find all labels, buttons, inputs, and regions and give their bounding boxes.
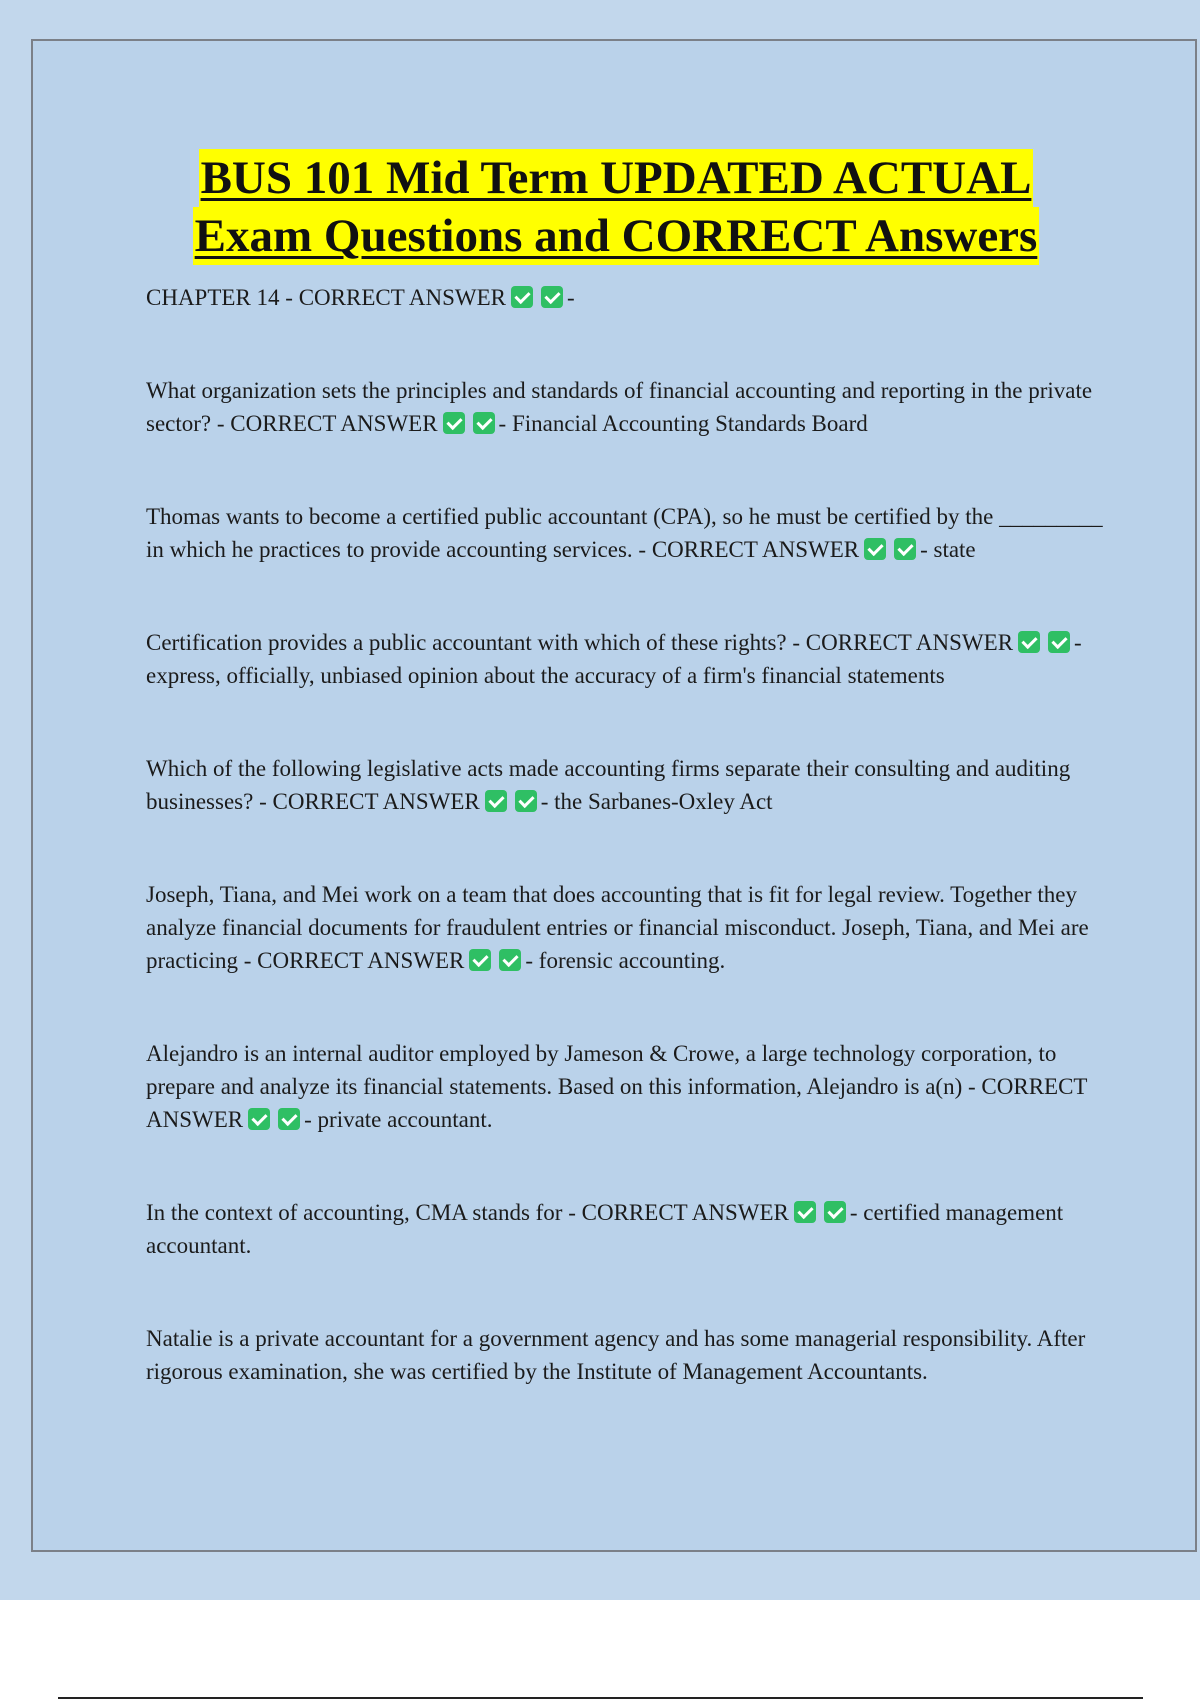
check-mark-icon	[515, 790, 537, 812]
check-mark-icon	[248, 1108, 270, 1130]
check-mark-icon	[499, 949, 521, 971]
answer-marker: - CORRECT ANSWER	[638, 537, 860, 562]
check-mark-icon	[485, 790, 507, 812]
answer-marker: - CORRECT ANSWER	[216, 411, 438, 436]
answer-text: - the Sarbanes-Oxley Act	[540, 789, 773, 814]
check-mark-icon	[511, 286, 533, 308]
check-mark-icon	[541, 286, 563, 308]
final-paragraph: Natalie is a private accountant for a government agency and has some managerial responsibility. After rigorous examination, she was certified by the Institute of Management Accountants.	[146, 1326, 1086, 1384]
qa-item	[146, 878, 1121, 977]
title-line-1: BUS 101 Mid Term UPDATED ACTUAL	[199, 149, 1034, 207]
answer-text: - state	[920, 537, 976, 562]
question-text: What organization sets the principles and standards of financial accounting and reporting in the private sector?	[146, 378, 1093, 436]
qa-item	[146, 500, 1121, 566]
qa-item	[146, 1196, 1121, 1262]
question-text: Which of the following legislative acts made accounting firms separate their consulting and auditing businesses?	[146, 756, 1071, 814]
check-mark-icon	[1018, 631, 1040, 653]
qa-item	[146, 374, 1121, 440]
answer-marker: - CORRECT ANSWER	[792, 630, 1014, 655]
check-mark-icon	[278, 1108, 300, 1130]
answer-text: -	[566, 285, 575, 310]
check-mark-icon	[473, 412, 495, 434]
question-text: Joseph, Tiana, and Mei work on a team that does accounting that is fit for legal review. Together they analyze financial documents for fraudulent entries or financial misconduct. Joseph, Tiana, and Mei are practicing	[146, 882, 1089, 973]
answer-marker: - CORRECT ANSWER	[146, 1074, 1088, 1132]
question-text: Thomas wants to become a certified public accountant (CPA), so he must be certified by the _________ in which he practices to provide accounting services.	[146, 504, 1103, 562]
qa-item-chapter	[146, 281, 1121, 314]
question-text: Certification provides a public accountant with which of these rights?	[146, 630, 787, 655]
answer-text: - forensic accounting.	[525, 948, 726, 973]
qa-list	[146, 281, 1121, 1388]
document-page	[31, 39, 1197, 1552]
answer-text: - certified management accountant.	[146, 1200, 1064, 1258]
answer-marker: - CORRECT ANSWER	[243, 948, 465, 973]
check-mark-icon	[824, 1201, 846, 1223]
check-mark-icon	[469, 949, 491, 971]
check-mark-icon	[864, 538, 886, 560]
answer-text: - Financial Accounting Standards Board	[498, 411, 868, 436]
check-mark-icon	[1048, 631, 1070, 653]
question-text: CHAPTER 14	[146, 285, 280, 310]
answer-marker: - CORRECT ANSWER	[259, 789, 480, 814]
answer-text: - express, officially, unbiased opinion about the accuracy of a firm's financial statements	[146, 630, 1082, 688]
check-mark-icon	[894, 538, 916, 560]
question-text: In the context of accounting, CMA stands for	[146, 1200, 563, 1225]
qa-item	[146, 1037, 1121, 1136]
check-mark-icon	[794, 1201, 816, 1223]
title-line-2: Exam Questions and CORRECT Answers	[193, 207, 1040, 265]
answer-text: - private accountant.	[304, 1107, 493, 1132]
check-mark-icon	[443, 412, 465, 434]
page-divider	[58, 1697, 1143, 1699]
question-text: Alejandro is an internal auditor employed by Jameson & Crowe, a large technology corporation, to prepare and analyze its financial statements. Based on this information, Alejandro is a(n)	[146, 1041, 1057, 1099]
answer-marker: - CORRECT ANSWER	[285, 285, 506, 310]
document-title	[33, 149, 1199, 265]
answer-marker: - CORRECT ANSWER	[568, 1200, 789, 1225]
qa-item	[146, 626, 1121, 692]
qa-item	[146, 752, 1121, 818]
